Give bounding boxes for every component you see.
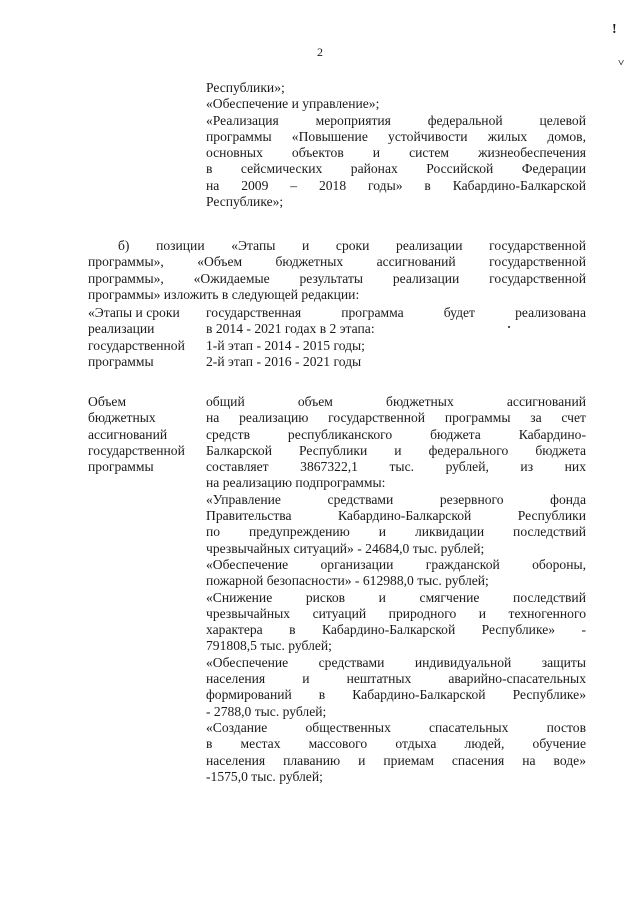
margin-mark-tick: ˅ <box>618 57 625 69</box>
subprogram-civil-defense <box>206 557 586 590</box>
subprogram-rescue-posts <box>206 720 586 785</box>
budget-line: пожарной безопасности» - 612988,0 тыс. рублей; <box>206 573 489 589</box>
intro-line: в сейсмических районах Российской Федерации <box>206 161 586 177</box>
budget-line: «Снижение рисков и смягчение последствий <box>206 589 586 605</box>
stages-line: 1-й этап - 2014 - 2015 годы; <box>206 337 365 353</box>
budget-line: населения плаванию и приемам спасения на воде» <box>206 752 586 768</box>
subprogram-risk-reduction <box>206 590 586 655</box>
budget-line: «Создание общественных спасательных постов <box>206 719 586 735</box>
budget-line: «Обеспечение организации гражданской обороны, <box>206 556 586 572</box>
budget-line: чрезвычайных ситуаций» - 24684,0 тыс. рублей; <box>206 540 485 556</box>
label-line: программы <box>88 353 154 369</box>
paragraph-b-line: б) позиции «Этапы и сроки реализации государственной <box>118 238 586 253</box>
paragraph-b-line: программы», «Ожидаемые результаты реализации государственной <box>88 270 586 286</box>
intro-item-management <box>206 96 586 112</box>
label-line: «Этапы и сроки <box>88 305 180 320</box>
stages-line: 2-й этап - 2016 - 2021 годы <box>206 353 362 369</box>
budget-line: общий объем бюджетных ассигнований <box>206 394 586 409</box>
stages-line: государственная программа будет реализована <box>206 305 586 320</box>
subprogram-reserve-fund <box>206 492 586 557</box>
budget-text <box>206 394 586 785</box>
budget-line: характера в Кабардино-Балкарской Республике» - <box>206 622 586 638</box>
intro-line: Республики»; <box>206 80 285 95</box>
budget-line: Балкарской Республики и федерального бюджета <box>206 442 586 458</box>
budget-line: на реализацию государственной программы за счет <box>206 410 586 426</box>
intro-line: программы «Повышение устойчивости жилых домов, <box>206 128 586 144</box>
intro-item-republic <box>206 80 586 96</box>
stages-line: в 2014 - 2021 годах в 2 этапа: <box>206 321 375 337</box>
label-line: государственной <box>88 442 185 458</box>
budget-line: в местах массового отдыха людей, обучение <box>206 736 586 752</box>
budget-line: по предупреждению и ликвидации последствий <box>206 524 586 540</box>
budget-line: 791808,5 тыс. рублей; <box>206 638 332 654</box>
intro-line: основных объектов и систем жизнеобеспечения <box>206 145 586 161</box>
intro-block <box>206 80 586 210</box>
intro-line: на 2009 – 2018 годы» в Кабардино-Балкарской <box>206 177 586 193</box>
subprogram-protection-means <box>206 655 586 720</box>
budget-line: составляет 3867322,1 тыс. рублей, из них <box>206 459 586 475</box>
intro-line: «Реализация мероприятия федеральной целевой <box>206 112 586 128</box>
budget-line: -1575,0 тыс. рублей; <box>206 768 323 784</box>
budget-line: «Обеспечение средствами индивидуальной защиты <box>206 654 586 670</box>
margin-mark-exclamation: ! <box>612 22 617 37</box>
budget-total-paragraph <box>206 394 586 492</box>
budget-line: - 2788,0 тыс. рублей; <box>206 703 327 719</box>
budget-label <box>88 394 203 475</box>
stages-label <box>88 305 203 370</box>
budget-line: Правительства Кабардино-Балкарской Республики <box>206 508 586 524</box>
intro-line: «Обеспечение и управление»; <box>206 96 380 112</box>
label-line: реализации <box>88 321 155 337</box>
label-line: государственной <box>88 337 185 353</box>
budget-line: формирований в Кабардино-Балкарской Республике» <box>206 687 586 703</box>
paragraph-b <box>88 238 586 303</box>
budget-line: населения и нештатных аварийно-спасательных <box>206 671 586 687</box>
intro-item-fcp <box>206 113 586 211</box>
paragraph-b-line: программы» изложить в следующей редакции: <box>88 286 360 302</box>
paragraph-b-line: программы», «Объем бюджетных ассигнований государственной <box>88 254 586 270</box>
label-line: бюджетных <box>88 410 156 426</box>
page-number: 2 <box>317 45 323 59</box>
budget-line: «Управление средствами резервного фонда <box>206 491 586 507</box>
budget-line: средств республиканского бюджета Кабардино- <box>206 426 586 442</box>
budget-line: на реализацию подпрограммы: <box>206 475 386 491</box>
label-line: ассигнований <box>88 426 168 442</box>
label-line: Объем <box>88 394 127 409</box>
budget-line: чрезвычайных ситуаций природного и техногенного <box>206 605 586 621</box>
stages-text <box>206 305 586 370</box>
label-line: программы <box>88 459 154 475</box>
intro-line: Республике»; <box>206 194 284 210</box>
